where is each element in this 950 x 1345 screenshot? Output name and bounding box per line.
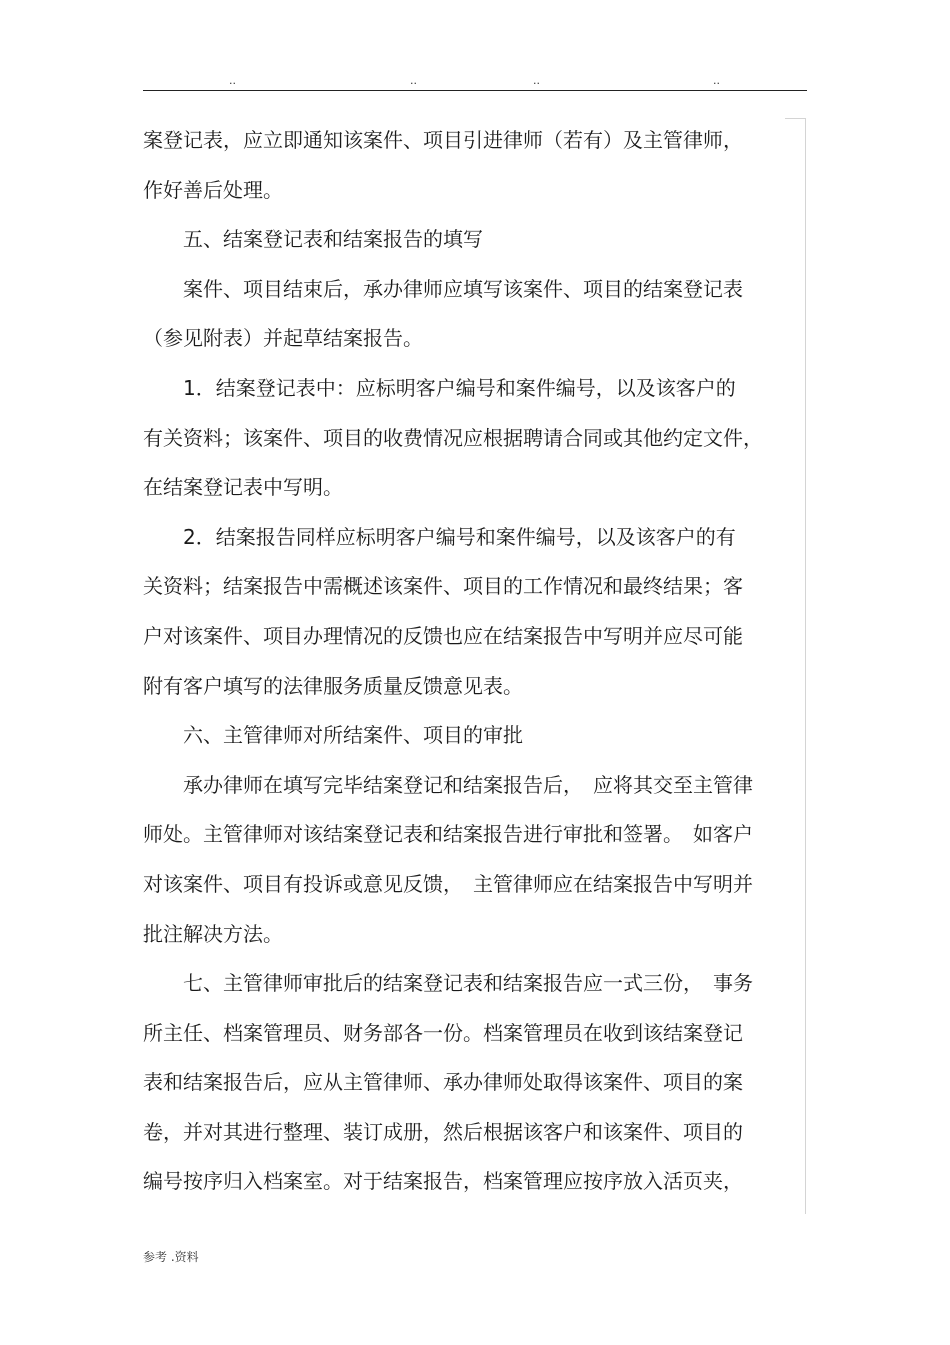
- text-line: 1．结案登记表中：应标明客户编号和案件编号，以及该客户的: [143, 375, 736, 400]
- text-line: （参见附表）并起草结案报告。: [143, 326, 423, 351]
- header-rule: [143, 90, 807, 91]
- text-line: 户对该案件、项目办理情况的反馈也应在结案报告中写明并应尽可能: [143, 623, 743, 648]
- header-mark: ..: [229, 74, 236, 87]
- page-header: [0, 74, 950, 88]
- text-line: 所主任、档案管理员、财务部各一份。档案管理员在收到该结案登记: [143, 1020, 743, 1045]
- header-mark: ..: [410, 74, 417, 87]
- text-line: 作好善后处理。: [143, 177, 283, 202]
- text-line: 承办律师在填写完毕结案登记和结案报告后， 应将其交至主管律: [143, 772, 753, 797]
- header-mark: ..: [533, 74, 540, 87]
- text-line: 在结案登记表中写明。: [143, 475, 343, 500]
- text-line: 表和结案报告后，应从主管律师、承办律师处取得该案件、项目的案: [143, 1070, 743, 1095]
- text-line: 对该案件、项目有投诉或意见反馈， 主管律师应在结案报告中写明并: [143, 871, 753, 896]
- text-line: 编号按序归入档案室。对于结案报告，档案管理应按序放入活页夹，: [143, 1169, 743, 1194]
- text-line: 案登记表，应立即通知该案件、项目引进律师（若有）及主管律师，: [143, 128, 743, 152]
- text-line: 2．结案报告同样应标明客户编号和案件编号，以及该客户的有: [143, 524, 736, 549]
- text-line: 附有客户填写的法律服务质量反馈意见表。: [143, 673, 523, 698]
- text-line: 关资料；结案报告中需概述该案件、项目的工作情况和最终结果；客: [143, 574, 743, 599]
- header-mark: ..: [713, 74, 720, 87]
- text-line: 案件、项目结束后，承办律师应填写该案件、项目的结案登记表: [143, 276, 743, 301]
- text-line: 七、主管律师审批后的结案登记表和结案报告应一式三份， 事务: [143, 971, 753, 996]
- text-line: 有关资料；该案件、项目的收费情况应根据聘请合同或其他约定文件，: [143, 425, 763, 450]
- page-footer: 参考 .资料: [143, 1250, 199, 1264]
- document-body: [143, 116, 808, 1207]
- text-line: 卷，并对其进行整理、装订成册，然后根据该客户和该案件、项目的: [143, 1119, 743, 1144]
- text-line: 师处。主管律师对该结案登记表和结案报告进行审批和签署。 如客户: [143, 822, 753, 847]
- section-heading: 五、结案登记表和结案报告的填写: [143, 227, 483, 252]
- section-heading: 六、主管律师对所结案件、项目的审批: [143, 723, 523, 748]
- text-line: 批注解决方法。: [143, 921, 283, 946]
